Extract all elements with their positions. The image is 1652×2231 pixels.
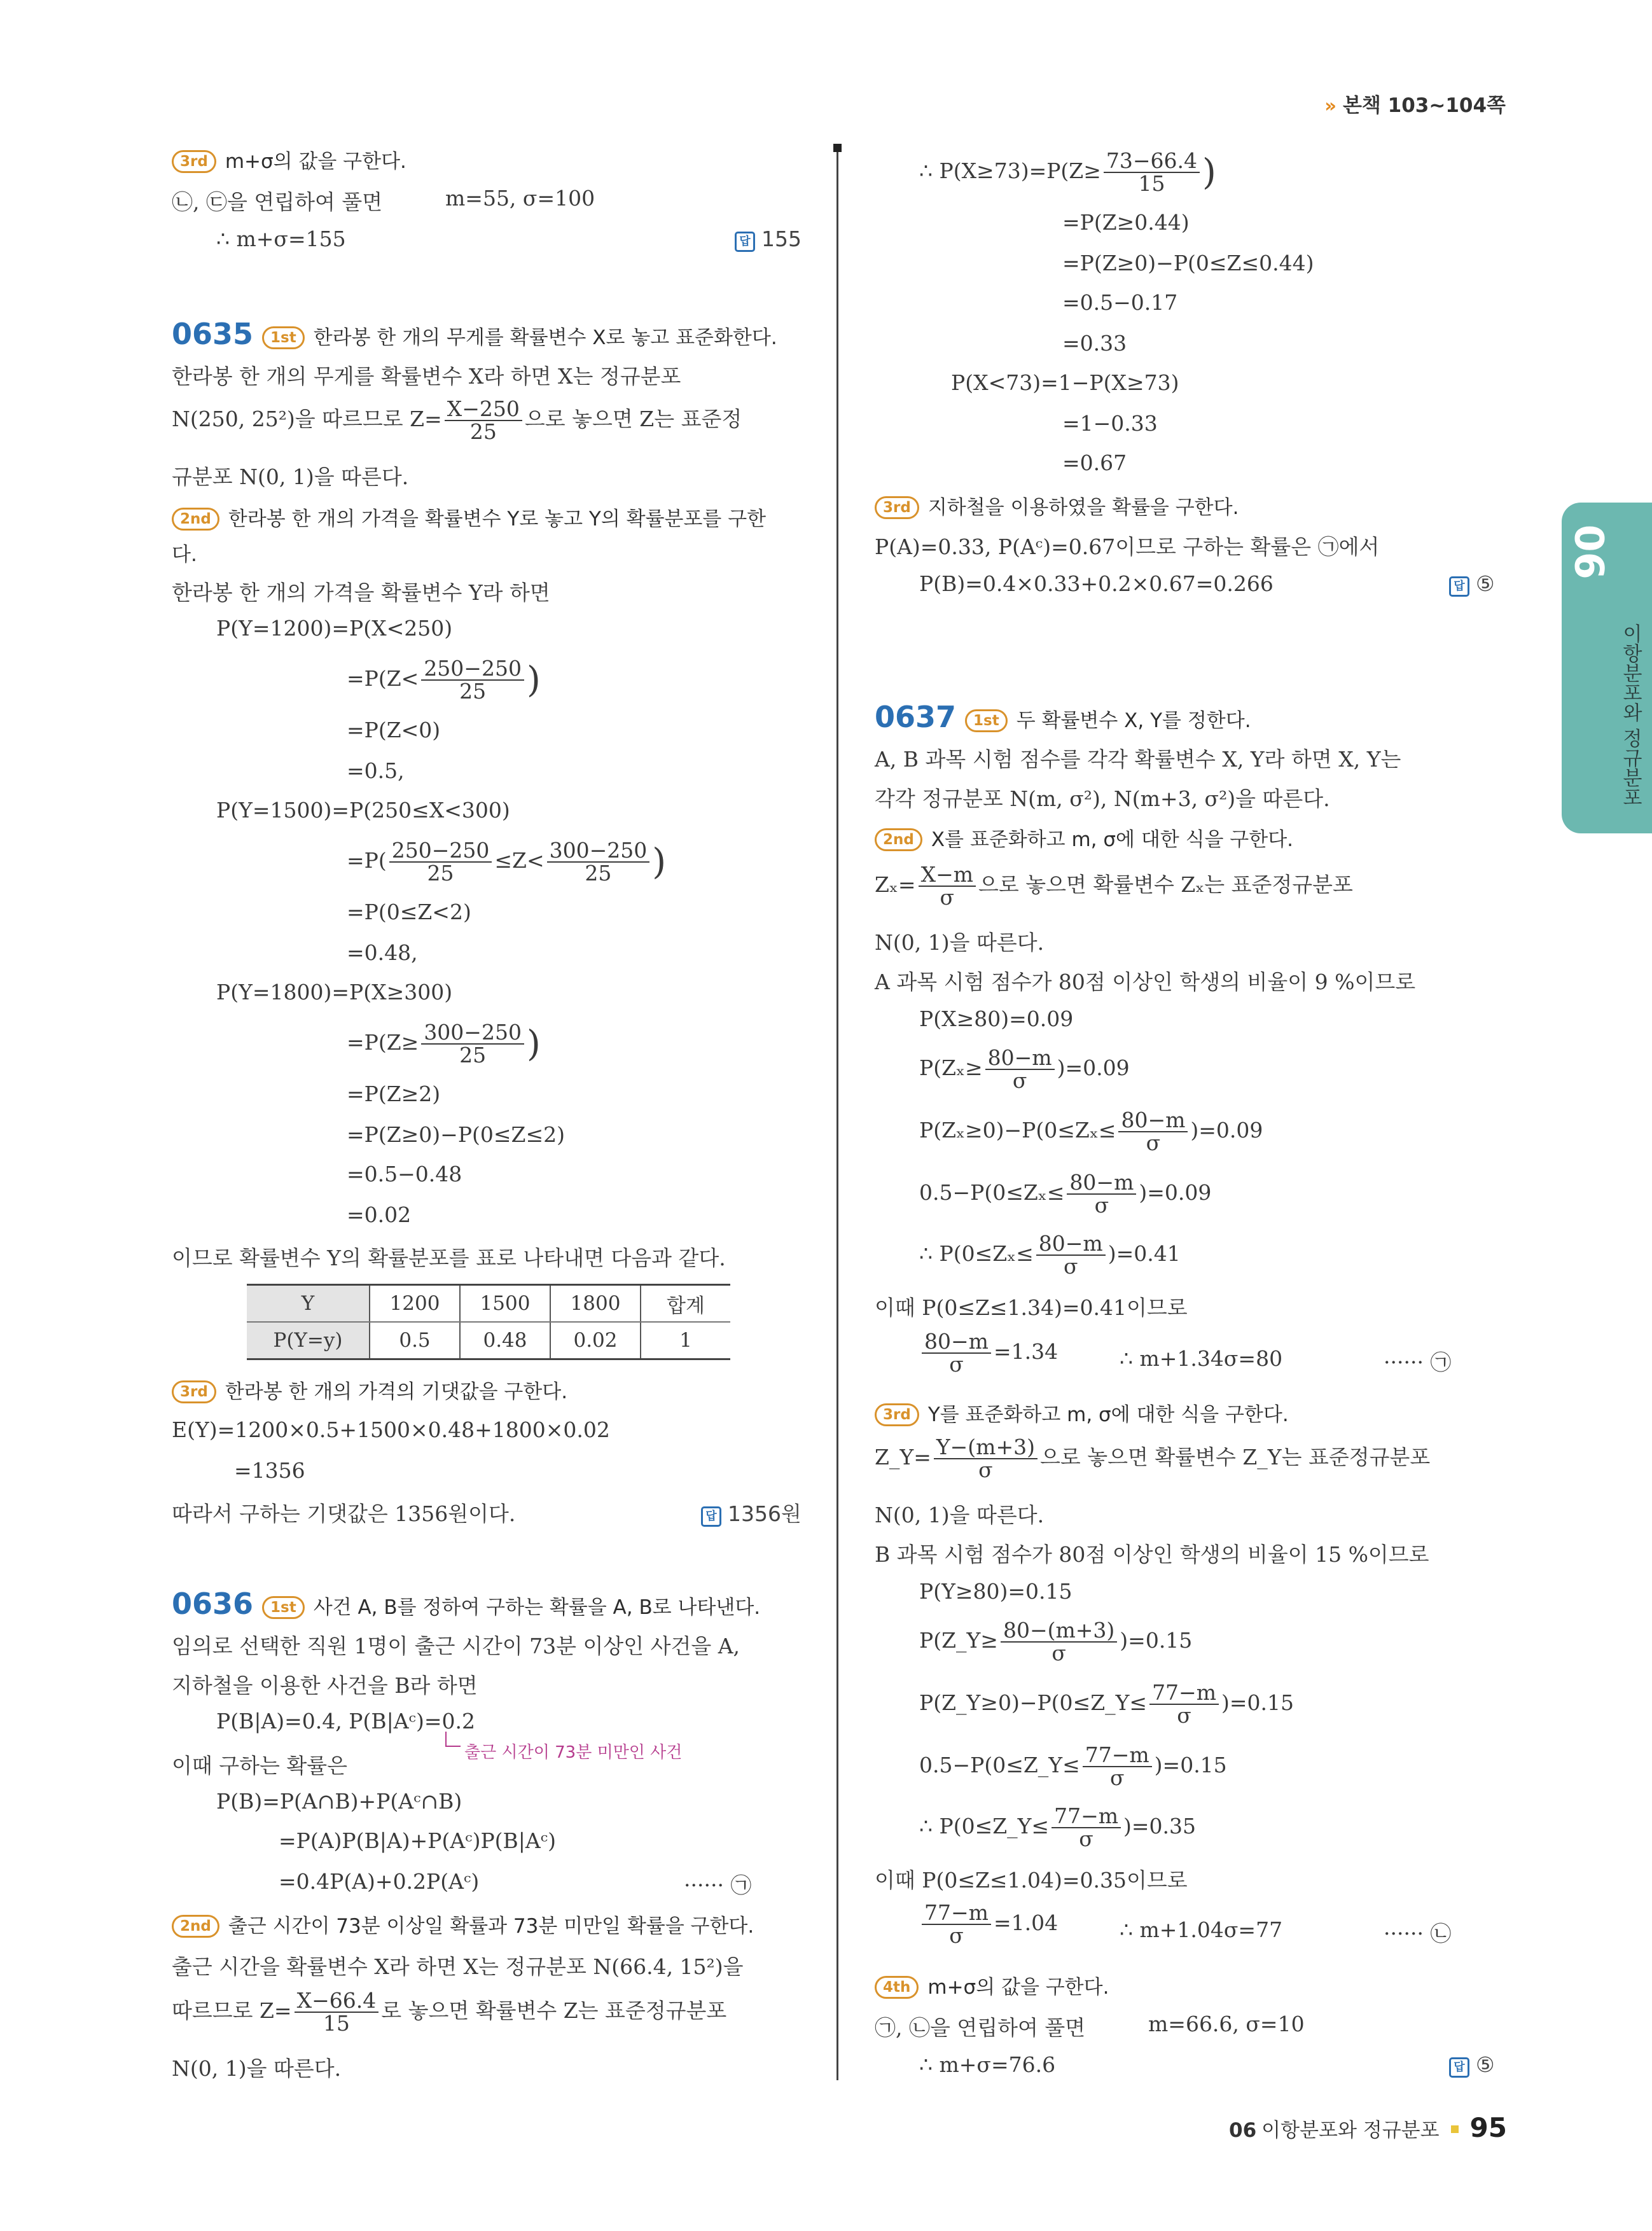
page-reference: » 본책 103~104쪽 bbox=[1324, 94, 1506, 117]
fraction: $\frac{250-250}{25}$ bbox=[421, 658, 524, 702]
equation: P(Y=1200)=P(X<250) bbox=[216, 616, 453, 641]
step-badge: 2nd bbox=[875, 828, 922, 851]
footer-chapter-number: 06 bbox=[1229, 2119, 1257, 2142]
step-heading: Y를 표준화하고 m, σ에 대한 식을 구한다. bbox=[927, 1403, 1289, 1426]
equation: =0.5, bbox=[347, 758, 405, 783]
equation: P(X≥80)=0.09 bbox=[919, 1006, 1074, 1031]
equation-marker: ······ ㉠ bbox=[684, 1873, 752, 1898]
column-divider bbox=[836, 146, 838, 2080]
equation: m=55, σ=100 bbox=[445, 186, 595, 211]
equation: P(B)=P(A∩B)+P(Aᶜ∩B) bbox=[216, 1789, 462, 1814]
equation: P(Y≥80)=0.15 bbox=[919, 1579, 1072, 1604]
fraction: $\frac{250-250}{25}$ bbox=[389, 840, 492, 884]
step-row bbox=[875, 491, 1239, 520]
equation: =P( $\frac{250-250}{25}$ ≤Z< $\frac{300-250}{25}$ ) bbox=[347, 838, 667, 886]
text-line: N(0, 1)을 따른다. bbox=[875, 930, 1045, 955]
text-line: Zₓ= $\frac{X-m}{\sigma}$ 으로 놓으면 확률변수 Zₓ는 표준정규분포 bbox=[875, 862, 1353, 910]
distribution-table bbox=[247, 1284, 730, 1360]
text-line: 따라서 구하는 기댓값은 1356원이다. bbox=[172, 1501, 516, 1526]
equation: =0.4P(A)+0.2P(Aᶜ) bbox=[279, 1869, 480, 1894]
equation: P(Y=1800)=P(X≥300) bbox=[216, 980, 453, 1004]
equation: =P(Z< $\frac{250-250}{25}$ ) bbox=[347, 656, 541, 704]
step-badge: 1st bbox=[262, 1596, 305, 1619]
text-line: N(250, 25²)을 따르므로 Z= $\frac{X-250}{25}$ 으로 놓으면 Z는 표준정 bbox=[172, 396, 742, 444]
page-number: 95 bbox=[1469, 2112, 1507, 2143]
equation: =1−0.33 bbox=[1062, 411, 1158, 436]
step-heading: 한라봉 한 개의 가격의 기댓값을 구한다. bbox=[225, 1380, 568, 1403]
answer-icon: 답 bbox=[1449, 2057, 1469, 2078]
table-cell: 0.5 bbox=[370, 1322, 460, 1359]
text-line: Z_Y= $\frac{Y-(m+3)}{\sigma}$ 으로 놓으면 확률변수 Z_Y는 표준정규분포 bbox=[875, 1435, 1431, 1482]
step-row bbox=[172, 1910, 754, 1938]
text-line: 한라봉 한 개의 무게를 확률변수 X라 하면 X는 정규분포 bbox=[172, 364, 681, 389]
text-line: A, B 과목 시험 점수를 각각 확률변수 X, Y라 하면 X, Y는 bbox=[875, 747, 1401, 772]
table-cell: 1 bbox=[641, 1322, 730, 1359]
text-line: 한라봉 한 개의 가격을 확률변수 Y라 하면 bbox=[172, 580, 550, 605]
fraction: $\frac{77-m}{\sigma}$ bbox=[1149, 1682, 1219, 1727]
fraction: $\frac{X-250}{25}$ bbox=[445, 398, 522, 443]
answer-icon: 답 bbox=[1449, 576, 1469, 597]
fraction: $\frac{77-m}{\sigma}$ bbox=[1083, 1744, 1152, 1789]
fraction: $\frac{Y-(m+3)}{\sigma}$ bbox=[934, 1436, 1038, 1481]
table-cell: 1200 bbox=[370, 1285, 460, 1323]
table-cell: 0.02 bbox=[550, 1322, 641, 1359]
equation: ∴ P(X≥73)=P(Z≥ $\frac{73-66.4}{15}$ ) bbox=[919, 148, 1216, 196]
equation: P(B)=0.4×0.33+0.2×0.67=0.266 bbox=[919, 571, 1274, 596]
equation: =P(Z≥ $\frac{300-250}{25}$ ) bbox=[347, 1020, 541, 1067]
equation: =P(Z≥0)−P(0≤Z≤0.44) bbox=[1062, 251, 1314, 275]
answer-icon: 답 bbox=[701, 1506, 721, 1527]
equation: ∴ m+1.34σ=80 bbox=[1120, 1346, 1283, 1371]
equation: ∴ m+1.04σ=77 bbox=[1120, 1917, 1283, 1942]
step-heading: 한라봉 한 개의 가격을 확률변수 Y로 놓고 Y의 확률분포를 구한 bbox=[228, 508, 767, 531]
fraction: $\frac{80-m}{\sigma}$ bbox=[985, 1047, 1055, 1092]
text-line: N(0, 1)을 따른다. bbox=[172, 2056, 342, 2081]
text-line: B 과목 시험 점수가 80점 이상인 학생의 비율이 15 %이므로 bbox=[875, 1542, 1429, 1567]
step-row bbox=[875, 823, 1293, 852]
fraction: $\frac{73-66.4}{15}$ bbox=[1104, 150, 1200, 195]
step-heading: 지하철을 이용하였을 확률을 구한다. bbox=[927, 496, 1239, 519]
problem-header bbox=[172, 1587, 760, 1621]
answer-mark: 답 155 bbox=[735, 226, 802, 252]
fraction: $\frac{77-m}{\sigma}$ bbox=[922, 1902, 991, 1947]
text-line: ㉡, ㉢을 연립하여 풀면 bbox=[172, 190, 383, 214]
fraction: $\frac{80-m}{\sigma}$ bbox=[922, 1331, 991, 1375]
step-badge: 1st bbox=[262, 326, 305, 349]
problem-header bbox=[172, 317, 777, 351]
text-line: P(A)=0.33, P(Aᶜ)=0.67이므로 구하는 확률은 ㉠에서 bbox=[875, 534, 1380, 559]
equation: P(Z_Y≥0)−P(0≤Z_Y≤ $\frac{77-m}{\sigma}$ )=0.15 bbox=[919, 1680, 1295, 1728]
answer-mark: 답 1356원 bbox=[701, 1498, 802, 1527]
text-line: ㉠, ㉡을 연립하여 풀면 bbox=[875, 2015, 1086, 2040]
equation: P(Y=1500)=P(250≤X<300) bbox=[216, 798, 510, 823]
problem-header bbox=[875, 700, 1251, 734]
step-badge: 2nd bbox=[172, 1915, 219, 1938]
equation: P(Zₓ≥0)−P(0≤Zₓ≤ $\frac{80-m}{\sigma}$ )=0.09 bbox=[919, 1108, 1263, 1155]
equation: P(Z_Y≥ $\frac{80-(m+3)}{\sigma}$ )=0.15 bbox=[919, 1618, 1193, 1665]
step-badge: 3rd bbox=[172, 1380, 216, 1403]
equation: 0.5−P(0≤Z_Y≤ $\frac{77-m}{\sigma}$ )=0.15 bbox=[919, 1742, 1227, 1790]
annotation-note: 출근 시간이 73분 미만인 사건 bbox=[464, 1743, 683, 1762]
table-cell: P(Y=y) bbox=[247, 1322, 370, 1359]
equation: =0.5−0.17 bbox=[1062, 290, 1178, 315]
equation: P(X<73)=1−P(X≥73) bbox=[951, 370, 1179, 395]
text-line: 이때 구하는 확률은 bbox=[172, 1753, 348, 1778]
problem-number: 0636 bbox=[172, 1587, 254, 1621]
text-line: 각각 정규분포 N(m, σ²), N(m+3, σ²)을 따른다. bbox=[875, 786, 1330, 811]
equation: =0.02 bbox=[347, 1202, 412, 1227]
fraction: $\frac{77-m}{\sigma}$ bbox=[1052, 1805, 1121, 1850]
note-pointer bbox=[445, 1732, 461, 1747]
equation: E(Y)=1200×0.5+1500×0.48+1800×0.02 bbox=[172, 1417, 610, 1442]
chapter-tab-number: 06 bbox=[1565, 524, 1613, 580]
equation: =P(Z≥0)−P(0≤Z≤2) bbox=[347, 1122, 566, 1147]
fraction: $\frac{300-250}{25}$ bbox=[421, 1022, 524, 1066]
equation-marker: ······ ㉡ bbox=[1384, 1921, 1452, 1946]
equation: =1356 bbox=[234, 1458, 305, 1483]
problem-number: 0635 bbox=[172, 317, 254, 351]
step-heading: 한라봉 한 개의 무게를 확률변수 X로 놓고 표준화한다. bbox=[313, 326, 777, 349]
step-badge: 2nd bbox=[172, 508, 219, 531]
step-heading: 두 확률변수 X, Y를 정한다. bbox=[1016, 709, 1251, 732]
problem-number: 0637 bbox=[875, 700, 957, 734]
text-line: 이므로 확률변수 Y의 확률분포를 표로 나타내면 다음과 같다. bbox=[172, 1246, 726, 1270]
equation: $\frac{77-m}{\sigma}$ =1.04 bbox=[919, 1902, 1058, 1947]
table-cell: 1800 bbox=[550, 1285, 641, 1323]
step-badge: 3rd bbox=[875, 1403, 919, 1426]
table-header-row bbox=[247, 1285, 730, 1323]
text-line: 규분포 N(0, 1)을 따른다. bbox=[172, 464, 409, 489]
step-heading: m+σ의 값을 구한다. bbox=[927, 1976, 1109, 1999]
text-line: 이때 P(0≤Z≤1.34)=0.41이므로 bbox=[875, 1295, 1188, 1320]
equation: =0.33 bbox=[1062, 331, 1127, 356]
step-row bbox=[172, 145, 406, 174]
step-badge: 1st bbox=[965, 709, 1008, 732]
equation: =P(Z≥0.44) bbox=[1062, 210, 1190, 235]
equation: ∴ m+σ=76.6 bbox=[919, 2052, 1056, 2077]
step-badge: 4th bbox=[875, 1976, 919, 1999]
fraction: $\frac{X-66.4}{15}$ bbox=[295, 1990, 379, 2034]
table-cell: 0.48 bbox=[460, 1322, 550, 1359]
fraction: $\frac{80-m}{\sigma}$ bbox=[1118, 1109, 1188, 1154]
text-line: 출근 시간을 확률변수 X라 하면 X는 정규분포 N(66.4, 15²)을 bbox=[172, 1954, 744, 1979]
step-row bbox=[172, 503, 766, 531]
equation: =P(Z≥2) bbox=[347, 1081, 441, 1106]
text-line: N(0, 1)을 따른다. bbox=[875, 1503, 1045, 1527]
text-line: 따르므로 Z= $\frac{X-66.4}{15}$ 로 놓으면 확률변수 Z는 표준정규분포 bbox=[172, 1988, 727, 2036]
answer-mark: 답 ⑤ bbox=[1449, 571, 1495, 597]
step-heading: 출근 시간이 73분 이상일 확률과 73분 미만일 확률을 구한다. bbox=[228, 1915, 754, 1938]
step-badge: 3rd bbox=[172, 150, 216, 173]
text-line: A 과목 시험 점수가 80점 이상인 학생의 비율이 9 %이므로 bbox=[875, 970, 1416, 994]
table-row bbox=[247, 1322, 730, 1359]
equation: ∴ P(0≤Z_Y≤ $\frac{77-m}{\sigma}$ )=0.35 bbox=[919, 1804, 1197, 1851]
equation: =0.67 bbox=[1062, 450, 1127, 475]
equation: =0.48, bbox=[347, 940, 418, 965]
step-row bbox=[172, 1375, 567, 1404]
text-line: 이때 P(0≤Z≤1.04)=0.35이므로 bbox=[875, 1868, 1188, 1893]
step-heading-cont: 다. bbox=[172, 543, 197, 566]
fraction: $\frac{80-m}{\sigma}$ bbox=[1067, 1172, 1136, 1216]
step-row bbox=[875, 1398, 1289, 1427]
fraction: $\frac{X-m}{\sigma}$ bbox=[919, 864, 976, 908]
fraction: $\frac{300-250}{25}$ bbox=[547, 840, 650, 884]
step-heading: X를 표준화하고 m, σ에 대한 식을 구한다. bbox=[931, 828, 1294, 851]
equation: ∴ m+σ=155 bbox=[216, 226, 346, 251]
equation: =P(A)P(B|A)+P(Aᶜ)P(B|Aᶜ) bbox=[279, 1828, 557, 1853]
equation: P(B|A)=0.4, P(B|Aᶜ)=0.2 bbox=[216, 1709, 475, 1734]
double-chevron-icon: » bbox=[1324, 95, 1336, 116]
equation: 0.5−P(0≤Zₓ≤ $\frac{80-m}{\sigma}$ )=0.09 bbox=[919, 1170, 1212, 1218]
equation: P(Zₓ≥ $\frac{80-m}{\sigma}$ )=0.09 bbox=[919, 1045, 1130, 1093]
equation: ∴ P(0≤Zₓ≤ $\frac{80-m}{\sigma}$ )=0.41 bbox=[919, 1231, 1181, 1279]
table-cell: 1500 bbox=[460, 1285, 550, 1323]
footer-chapter-title: 이항분포와 정규분포 bbox=[1261, 2119, 1440, 2142]
text-line: 임의로 선택한 직원 1명이 출근 시간이 73분 이상인 사건을 A, bbox=[172, 1634, 740, 1658]
equation: =P(0≤Z<2) bbox=[347, 900, 471, 924]
answer-mark: 답 ⑤ bbox=[1449, 2052, 1495, 2078]
table-cell: 합계 bbox=[641, 1285, 730, 1323]
equation: $\frac{80-m}{\sigma}$ =1.34 bbox=[919, 1331, 1058, 1375]
step-heading: m+σ의 값을 구한다. bbox=[225, 150, 406, 173]
text-line: 지하철을 이용한 사건을 B라 하면 bbox=[172, 1673, 478, 1698]
fraction: $\frac{80-m}{\sigma}$ bbox=[1036, 1233, 1106, 1277]
chapter-tab-label: 이항분포와 정규분포 bbox=[1619, 623, 1642, 807]
equation: =P(Z<0) bbox=[347, 718, 441, 742]
page-footer bbox=[1229, 2112, 1507, 2143]
divider-marker bbox=[833, 144, 842, 152]
step-badge: 3rd bbox=[875, 496, 919, 519]
step-heading: 사건 A, B를 정하여 구하는 확률을 A, B로 나타낸다. bbox=[313, 1596, 761, 1619]
step-row bbox=[875, 1971, 1109, 1999]
table-cell: Y bbox=[247, 1285, 370, 1323]
equation-marker: ······ ㉠ bbox=[1384, 1350, 1452, 1375]
equation: =0.5−0.48 bbox=[347, 1162, 462, 1186]
footer-square-icon bbox=[1451, 2125, 1459, 2133]
equation: m=66.6, σ=10 bbox=[1148, 2012, 1305, 2036]
answer-icon: 답 bbox=[735, 232, 755, 252]
fraction: $\frac{80-(m+3)}{\sigma}$ bbox=[1001, 1620, 1117, 1664]
